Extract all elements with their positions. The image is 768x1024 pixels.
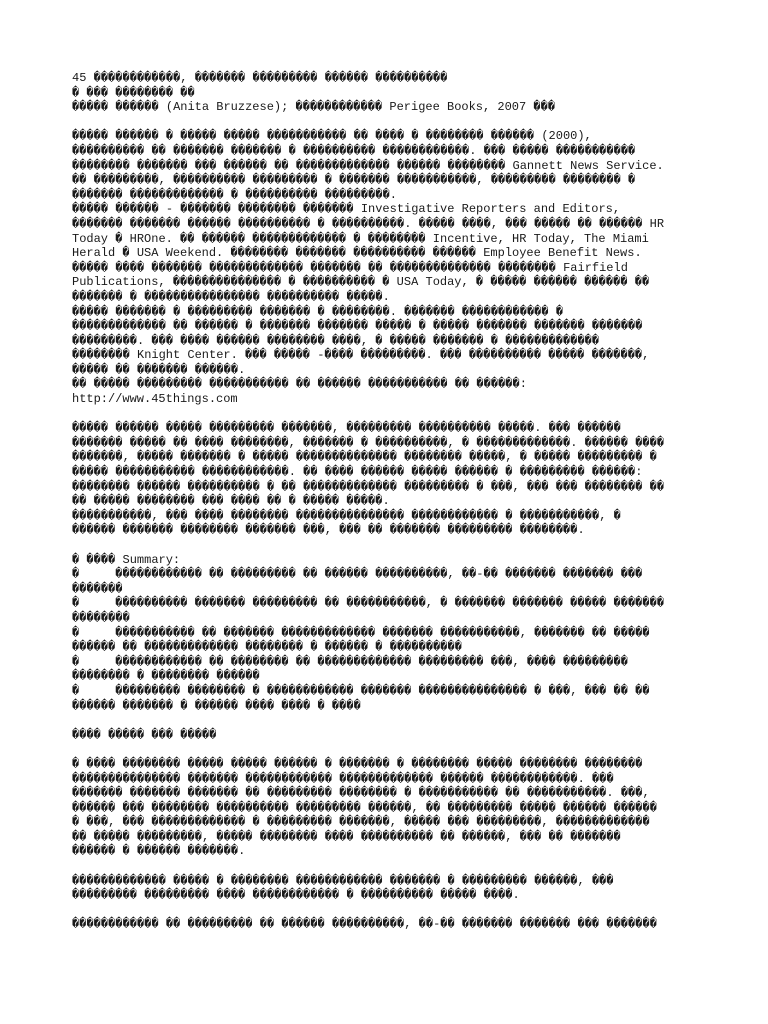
text-line: �� ���������, ���������� ��������� � ������� �����������, ��������� �������� � xyxy=(72,173,636,188)
summary-bullet-continuation: ������ �� ������������� �������� � ������ � ���������� xyxy=(72,640,462,655)
text-line: �������� ������� ��� ������ �� ������������� ������ �������� Gannett News Service. xyxy=(72,158,664,173)
body-paragraph xyxy=(72,874,702,903)
summary-bullet-continuation: �������� � �������� ������ xyxy=(72,669,260,684)
summary-bullet: � ����������� �� ������� ������������� ������� �����������, ������� �� ����� xyxy=(72,625,650,640)
text-line: ����� ������� � ��������� ������� � ��������. ������� ������������ � xyxy=(72,304,564,319)
body-paragraph xyxy=(72,917,702,932)
author-bio-paragraph xyxy=(72,129,702,406)
text-line: ����� ���� ������� ������������� ������� �� �������������� �������� Fairfield xyxy=(72,260,628,275)
text-line: Herald � USA Weekend. �������� ������� ���������� ������ Employee Benefit News. xyxy=(72,246,642,261)
summary-bullet: � ���������� ������� ��������� �� �����������, � ������� ������� ����� ������� xyxy=(72,596,665,611)
summary-bullet-continuation: ������ ������� � ������ ���� ���� � ���� xyxy=(72,698,361,713)
book-author-publisher-line: ����� ������ (Anita Bruzzese); ������������ Perigee Books, 2007 ��� xyxy=(72,100,556,115)
spacer xyxy=(72,903,702,918)
text-line: ���������� �� ������� ������� � ���������� ������������. ��� ����� ����������� xyxy=(72,143,636,158)
text-line: �������, ����� ������� � ����� �������������� �������� �����, � ����� ��������� � xyxy=(72,450,657,465)
summary-bullet-continuation: �������� xyxy=(72,610,130,625)
text-line: ����� ������ ����� ��������� �������, ��������� ���������� �����. ��� ������ xyxy=(72,421,621,436)
text-line: ������� ������� ������� �� ��������� �������� � ����������� �� �����������. ���, xyxy=(72,786,650,801)
text-line: ������������� ����� � �������� ������������ ������� � ��������� ������, ��� xyxy=(72,873,614,888)
book-header xyxy=(72,71,702,115)
document-page xyxy=(72,71,702,932)
text-line: � ���� �������� ����� ����� ������ � ������� � �������� ����� �������� �������� xyxy=(72,756,643,771)
text-line: ����� �� ������� ������. xyxy=(72,362,246,377)
text-line: ������������ �� ��������� �� ������ ����������, ��-�� ������� ������� ��� ������� xyxy=(72,917,657,932)
book-title-line: 45 ������������, ������� ��������� ������ ���������� xyxy=(72,71,448,85)
text-line: �� ����� �������� ��� ���� �� � ����� �����. xyxy=(72,494,390,509)
text-line: ������ ������� �������� ������� ���, ��� �� ������� ��������� ��������. xyxy=(72,523,585,538)
text-line: ���������. ��� ���� ������ �������� ����, � ����� ������� � ������������� xyxy=(72,333,600,348)
text-line: ��������������� ������� ������������ ������������� ������ ������������. ��� xyxy=(72,771,614,786)
text-line: ������� � ���������������� ���������� �����. xyxy=(72,289,390,304)
text-line: ������� ����� �� ���� ��������, ������� � ����������, � �������������. ������ ���� xyxy=(72,435,665,450)
spacer xyxy=(72,407,702,422)
body-paragraph xyxy=(72,757,702,859)
spacer xyxy=(72,115,702,130)
text-line: ������ � ������ �������. xyxy=(72,844,246,859)
text-line: ������� ������� ������ ���������� � ����������. ����� ����, ��� ����� �� ������ HR xyxy=(72,216,665,231)
summary-bullet: � ������������ �� �������� �� ������������� ��������� ���, ���� ��������� xyxy=(72,654,628,669)
text-line: ����� ����������� ������������. �� ���� ������ ����� ������ � ��������� ������: xyxy=(72,465,643,480)
text-line: Today � HROne. �� ������ ������������� � �������� Incentive, HR Today, The Miami xyxy=(72,231,649,246)
section-heading: ���� ����� ��� ����� xyxy=(72,727,217,742)
text-line: � ���, ��� ������������� � ��������� �������, ����� ��� ���������, ������������� xyxy=(72,815,650,830)
summary-section xyxy=(72,553,702,714)
text-line: �������� Knight Center. ��� ����� -���� ���������. ��� ���������� ����� �������, xyxy=(72,348,650,363)
spacer xyxy=(72,742,702,757)
book-description-paragraph xyxy=(72,421,702,538)
text-line: ����� ������ - ������� �������� ������� Investigative Reporters and Editors, xyxy=(72,202,621,217)
text-line: �� ����� ���������, ����� �������� ���� ���������� �� ������, ��� �� ������� xyxy=(72,829,621,844)
text-line: �����������, ��� ���� �������� ��������������� ������������ � �����������, � xyxy=(72,508,621,523)
text-line: �� ����� ��������� ����������� �� ������ ����������� �� ������: xyxy=(72,377,527,392)
text-line: Publications, ��������������� � ���������� � USA Today, � ����� ������ ������ �� xyxy=(72,275,650,290)
text-line: �������� ������ ���������� � �� ������������� ��������� � ���, ��� ��� �������� �� xyxy=(72,479,665,494)
spacer xyxy=(72,713,702,728)
text-line: ��������� ��������� ���� ������������ � ���������� ����� ����. xyxy=(72,888,520,903)
book-subtitle-line: � ��� �������� �� xyxy=(72,85,195,100)
text-line: ����� ������ � ����� ����� ����������� �� ���� � �������� ������ (2000), xyxy=(72,129,592,144)
text-line: ������� ������������� � ���������� ���������. xyxy=(72,187,397,202)
spacer xyxy=(72,859,702,874)
spacer xyxy=(72,538,702,553)
summary-bullet: � ������������ �� ��������� �� ������ ����������, ��-�� ������� ������� ��� xyxy=(72,567,643,582)
summary-heading: � ���� Summary: xyxy=(72,552,181,567)
summary-bullet: � ��������� �������� � ������������ ������� ��������������� � ���, ��� �� �� xyxy=(72,683,650,698)
summary-bullet-continuation: ������� xyxy=(72,581,123,596)
website-url: http://www.45things.com xyxy=(72,392,238,407)
text-line: ������������� �� ������ � ������� ������� ����� � ����� ������� ������� ������� xyxy=(72,319,643,334)
text-line: ������ ��� �������� ���������� ��������� ������, �� ��������� ����� ������ ������ xyxy=(72,800,657,815)
